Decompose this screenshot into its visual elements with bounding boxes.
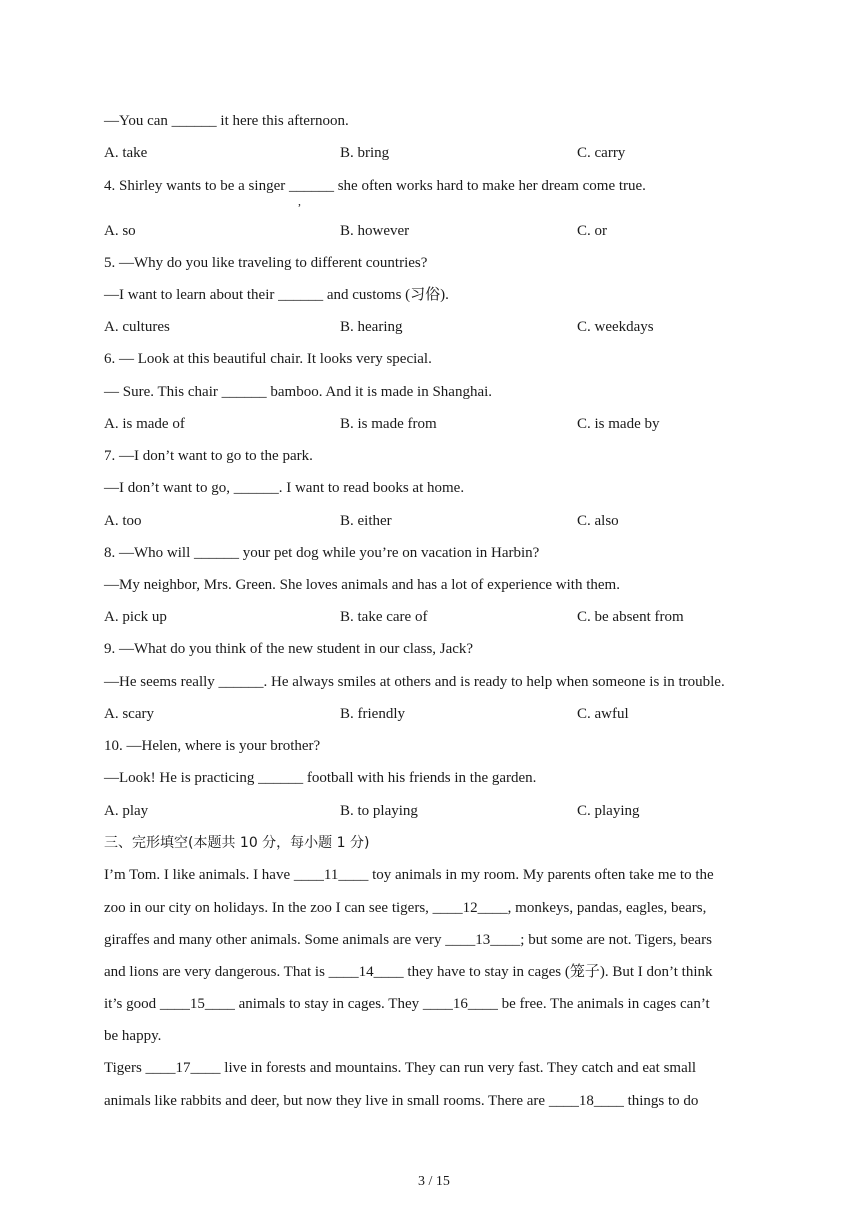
passage-line-8: animals like rabbits and deer, but now they live in small rooms. There are ____18____ things to do [104,1093,699,1109]
question-9-line-1: 9. —What do you think of the new student in our class, Jack? [104,641,474,657]
question-10-line-1: 10. —Helen, where is your brother? [104,738,321,754]
stray-comma: , [298,194,301,208]
question-10-option-c: C. playing [577,803,640,819]
question-8-line-2: —My neighbor, Mrs. Green. She loves animals and has a lot of experience with them. [104,577,620,593]
question-6-line-2: — Sure. This chair ______ bamboo. And it is made in Shanghai. [104,384,493,400]
passage-line-7: Tigers ____17____ live in forests and mountains. They can run very fast. They catch and eat small [104,1060,697,1076]
question-8-option-a: A. pick up [104,609,167,625]
passage-line-6: be happy. [104,1028,162,1044]
question-8-option-b: B. take care of [340,609,428,625]
passage-line-5: it’s good ____15____ animals to stay in cages. They ____16____ be free. The animals in cages can’t [104,996,710,1012]
passage-line-2: zoo in our city on holidays. In the zoo I can see tigers, ____12____, monkeys, pandas, eagles, bears, [104,900,707,916]
question-4-option-a: A. so [104,223,136,239]
page-number: 3 / 15 [418,1174,450,1189]
question-4-option-c: C. or [577,223,607,239]
question-7-line-1: 7. —I don’t want to go to the park. [104,448,313,464]
question-10-option-b: B. to playing [340,803,418,819]
question-3-line-1: —You can ______ it here this afternoon. [104,113,349,129]
section-heading: 三、完形填空(本题共 10 分，每小题 1 分) [104,835,370,851]
passage-line-4: and lions are very dangerous. That is ____14____ they have to stay in cages (笼子). But I don’t think [104,964,713,980]
question-5-line-1: 5. —Why do you like traveling to different countries? [104,255,428,271]
question-7-line-2: —I don’t want to go, ______. I want to read books at home. [104,480,465,496]
question-9-option-a: A. scary [104,706,154,722]
question-7-option-a: A. too [104,513,142,529]
question-6-option-b: B. is made from [340,416,437,432]
question-8-option-c: C. be absent from [577,609,684,625]
question-3-option-c: C. carry [577,145,626,161]
question-6-option-a: A. is made of [104,416,185,432]
question-5-line-2: —I want to learn about their ______ and customs (习俗). [104,287,449,303]
question-6-line-1: 6. — Look at this beautiful chair. It looks very special. [104,351,432,367]
question-5-option-c: C. weekdays [577,319,654,335]
question-6-option-c: C. is made by [577,416,660,432]
question-7-option-b: B. either [340,513,392,529]
question-4-line-1: 4. Shirley wants to be a singer ______ she often works hard to make her dream come true. [104,178,646,194]
question-5-option-b: B. hearing [340,319,403,335]
passage-line-3: giraffes and many other animals. Some animals are very ____13____; but some are not. Tigers, bears [104,932,712,948]
passage-line-1: I’m Tom. I like animals. I have ____11____ toy animals in my room. My parents often take me to the [104,867,714,883]
question-8-line-1: 8. —Who will ______ your pet dog while you’re on vacation in Harbin? [104,545,540,561]
question-7-option-c: C. also [577,513,619,529]
question-5-option-a: A. cultures [104,319,170,335]
question-3-option-a: A. take [104,145,148,161]
question-9-option-b: B. friendly [340,706,405,722]
question-9-line-2: —He seems really ______. He always smiles at others and is ready to help when someone is in trouble. [104,674,725,690]
question-4-option-b: B. however [340,223,410,239]
question-10-option-a: A. play [104,803,149,819]
question-10-line-2: —Look! He is practicing ______ football with his friends in the garden. [104,770,537,786]
question-3-option-b: B. bring [340,145,390,161]
question-9-option-c: C. awful [577,706,629,722]
